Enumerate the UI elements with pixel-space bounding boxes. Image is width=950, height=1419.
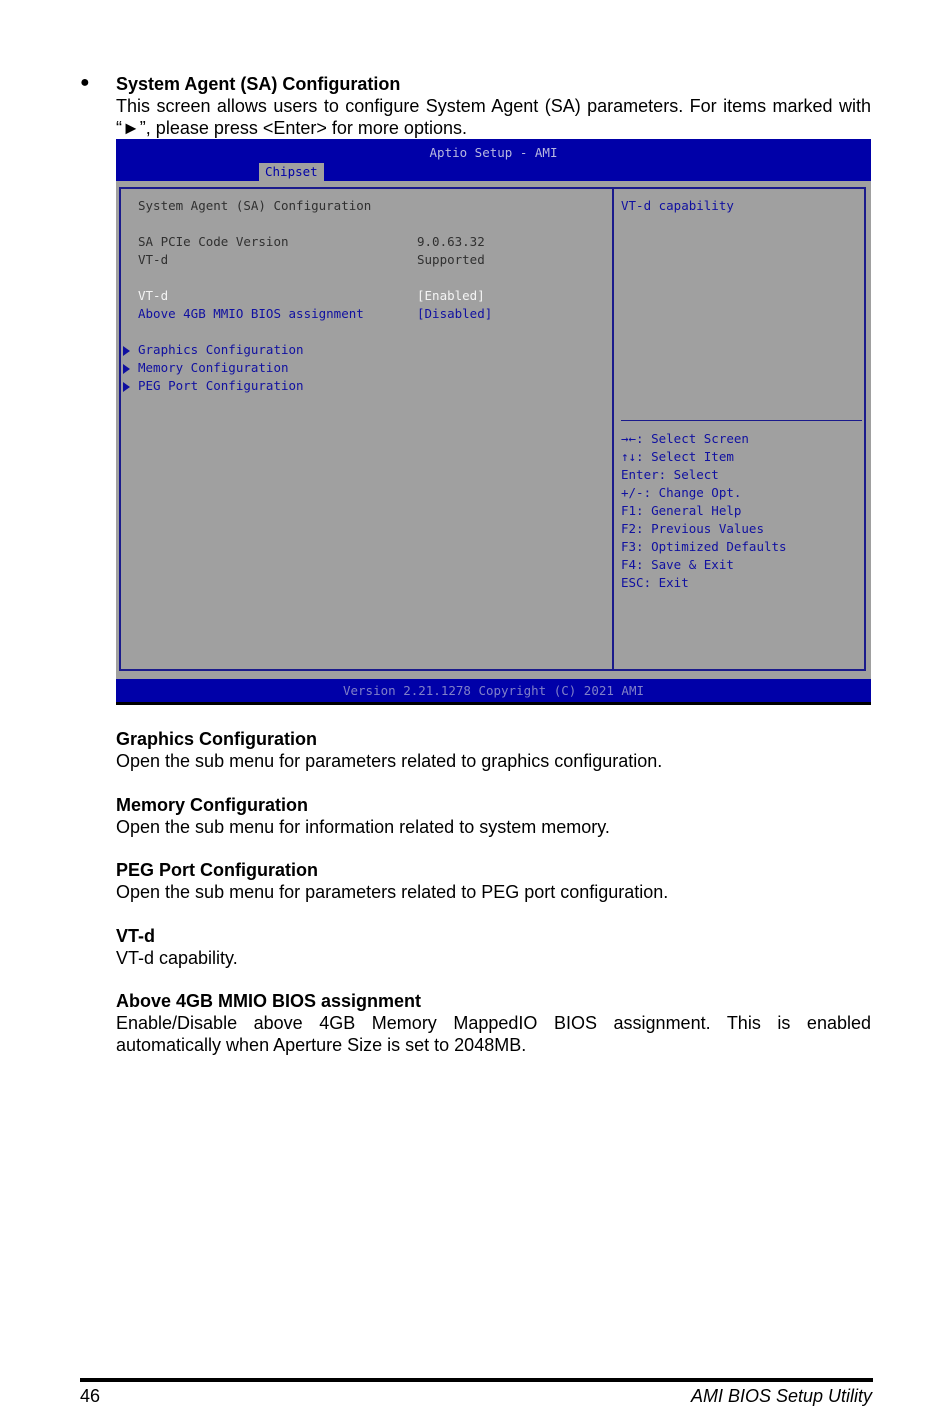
desc-graphics xyxy=(116,728,871,772)
section-intro-text: This screen allows users to configure System Agent (SA) parameters. For items marked with “►”, please press <Enter> for more options. xyxy=(116,96,871,138)
setting-mmio-value[interactable]: [Disabled] xyxy=(417,306,493,321)
setting-vtd-value[interactable]: [Enabled] xyxy=(417,288,485,303)
bios-title: Aptio Setup - AMI xyxy=(429,145,558,160)
submenu-peg-port[interactable] xyxy=(123,377,304,395)
footer-title: AMI BIOS Setup Utility xyxy=(690,1386,872,1406)
desc-mmio xyxy=(116,990,871,1056)
info-label-pcie-version: SA PCIe Code Version xyxy=(138,234,289,249)
key-hint: Enter: Select xyxy=(621,467,719,482)
key-hint: F1: General Help xyxy=(621,503,742,518)
submenu-arrow-icon xyxy=(123,346,130,356)
submenu-arrow-icon xyxy=(123,382,130,392)
key-hint: F3: Optimized Defaults xyxy=(621,539,787,554)
panel-divider xyxy=(612,187,614,671)
desc-text: Enable/Disable above 4GB Memory MappedIO BIOS assignment. This is enabled automatically when Aperture Size is set to 2048MB. xyxy=(116,1013,871,1055)
key-hint: F4: Save & Exit xyxy=(621,557,734,572)
bios-frame xyxy=(119,187,866,671)
bios-top-bar xyxy=(116,139,871,181)
submenu-memory-label: Memory Configuration xyxy=(138,360,289,375)
desc-heading: VT-d xyxy=(116,926,155,946)
desc-heading: Above 4GB MMIO BIOS assignment xyxy=(116,991,422,1011)
desc-text: Open the sub menu for parameters related to PEG port configuration. xyxy=(116,882,669,902)
info-value-pcie-version: 9.0.63.32 xyxy=(417,234,485,249)
bullet: ● xyxy=(80,74,90,91)
footer-rule xyxy=(80,1378,873,1382)
bios-screenshot xyxy=(116,139,871,705)
submenu-graphics[interactable] xyxy=(123,341,304,359)
desc-heading: Memory Configuration xyxy=(116,795,308,815)
submenu-arrow-icon xyxy=(123,364,130,374)
info-value-vtd: Supported xyxy=(417,252,485,267)
key-hint: +/-: Change Opt. xyxy=(621,485,742,500)
help-text: VT-d capability xyxy=(621,198,734,213)
desc-text: Open the sub menu for parameters related to graphics configuration. xyxy=(116,751,663,771)
setting-mmio-label[interactable]: Above 4GB MMIO BIOS assignment xyxy=(138,306,364,321)
desc-memory xyxy=(116,794,871,838)
key-hint: ESC: Exit xyxy=(621,575,689,590)
intro-section xyxy=(116,73,871,139)
bios-bottom-bar xyxy=(116,679,871,705)
desc-peg-port xyxy=(116,859,871,903)
bios-version: Version 2.21.1278 Copyright (C) 2021 AMI xyxy=(342,683,645,698)
desc-heading: Graphics Configuration xyxy=(116,729,318,749)
desc-text: Open the sub menu for information related to system memory. xyxy=(116,817,610,837)
page-number: 46 xyxy=(80,1386,101,1406)
submenu-peg-port-label: PEG Port Configuration xyxy=(138,378,304,393)
bios-page-title: System Agent (SA) Configuration xyxy=(138,198,372,213)
key-hint: ↑↓: Select Item xyxy=(621,449,734,464)
desc-text: VT-d capability. xyxy=(116,948,238,968)
setting-vtd-label[interactable]: VT-d xyxy=(138,288,169,303)
desc-heading: PEG Port Configuration xyxy=(116,860,318,880)
tab-chipset[interactable]: Chipset xyxy=(259,163,324,181)
submenu-memory[interactable] xyxy=(123,359,289,377)
help-divider xyxy=(621,420,862,421)
section-heading: System Agent (SA) Configuration xyxy=(116,74,401,94)
desc-vtd xyxy=(116,925,871,969)
submenu-graphics-label: Graphics Configuration xyxy=(138,342,304,357)
info-label-vtd: VT-d xyxy=(138,252,169,267)
key-hint: F2: Previous Values xyxy=(621,521,764,536)
key-hint: →←: Select Screen xyxy=(621,431,749,446)
